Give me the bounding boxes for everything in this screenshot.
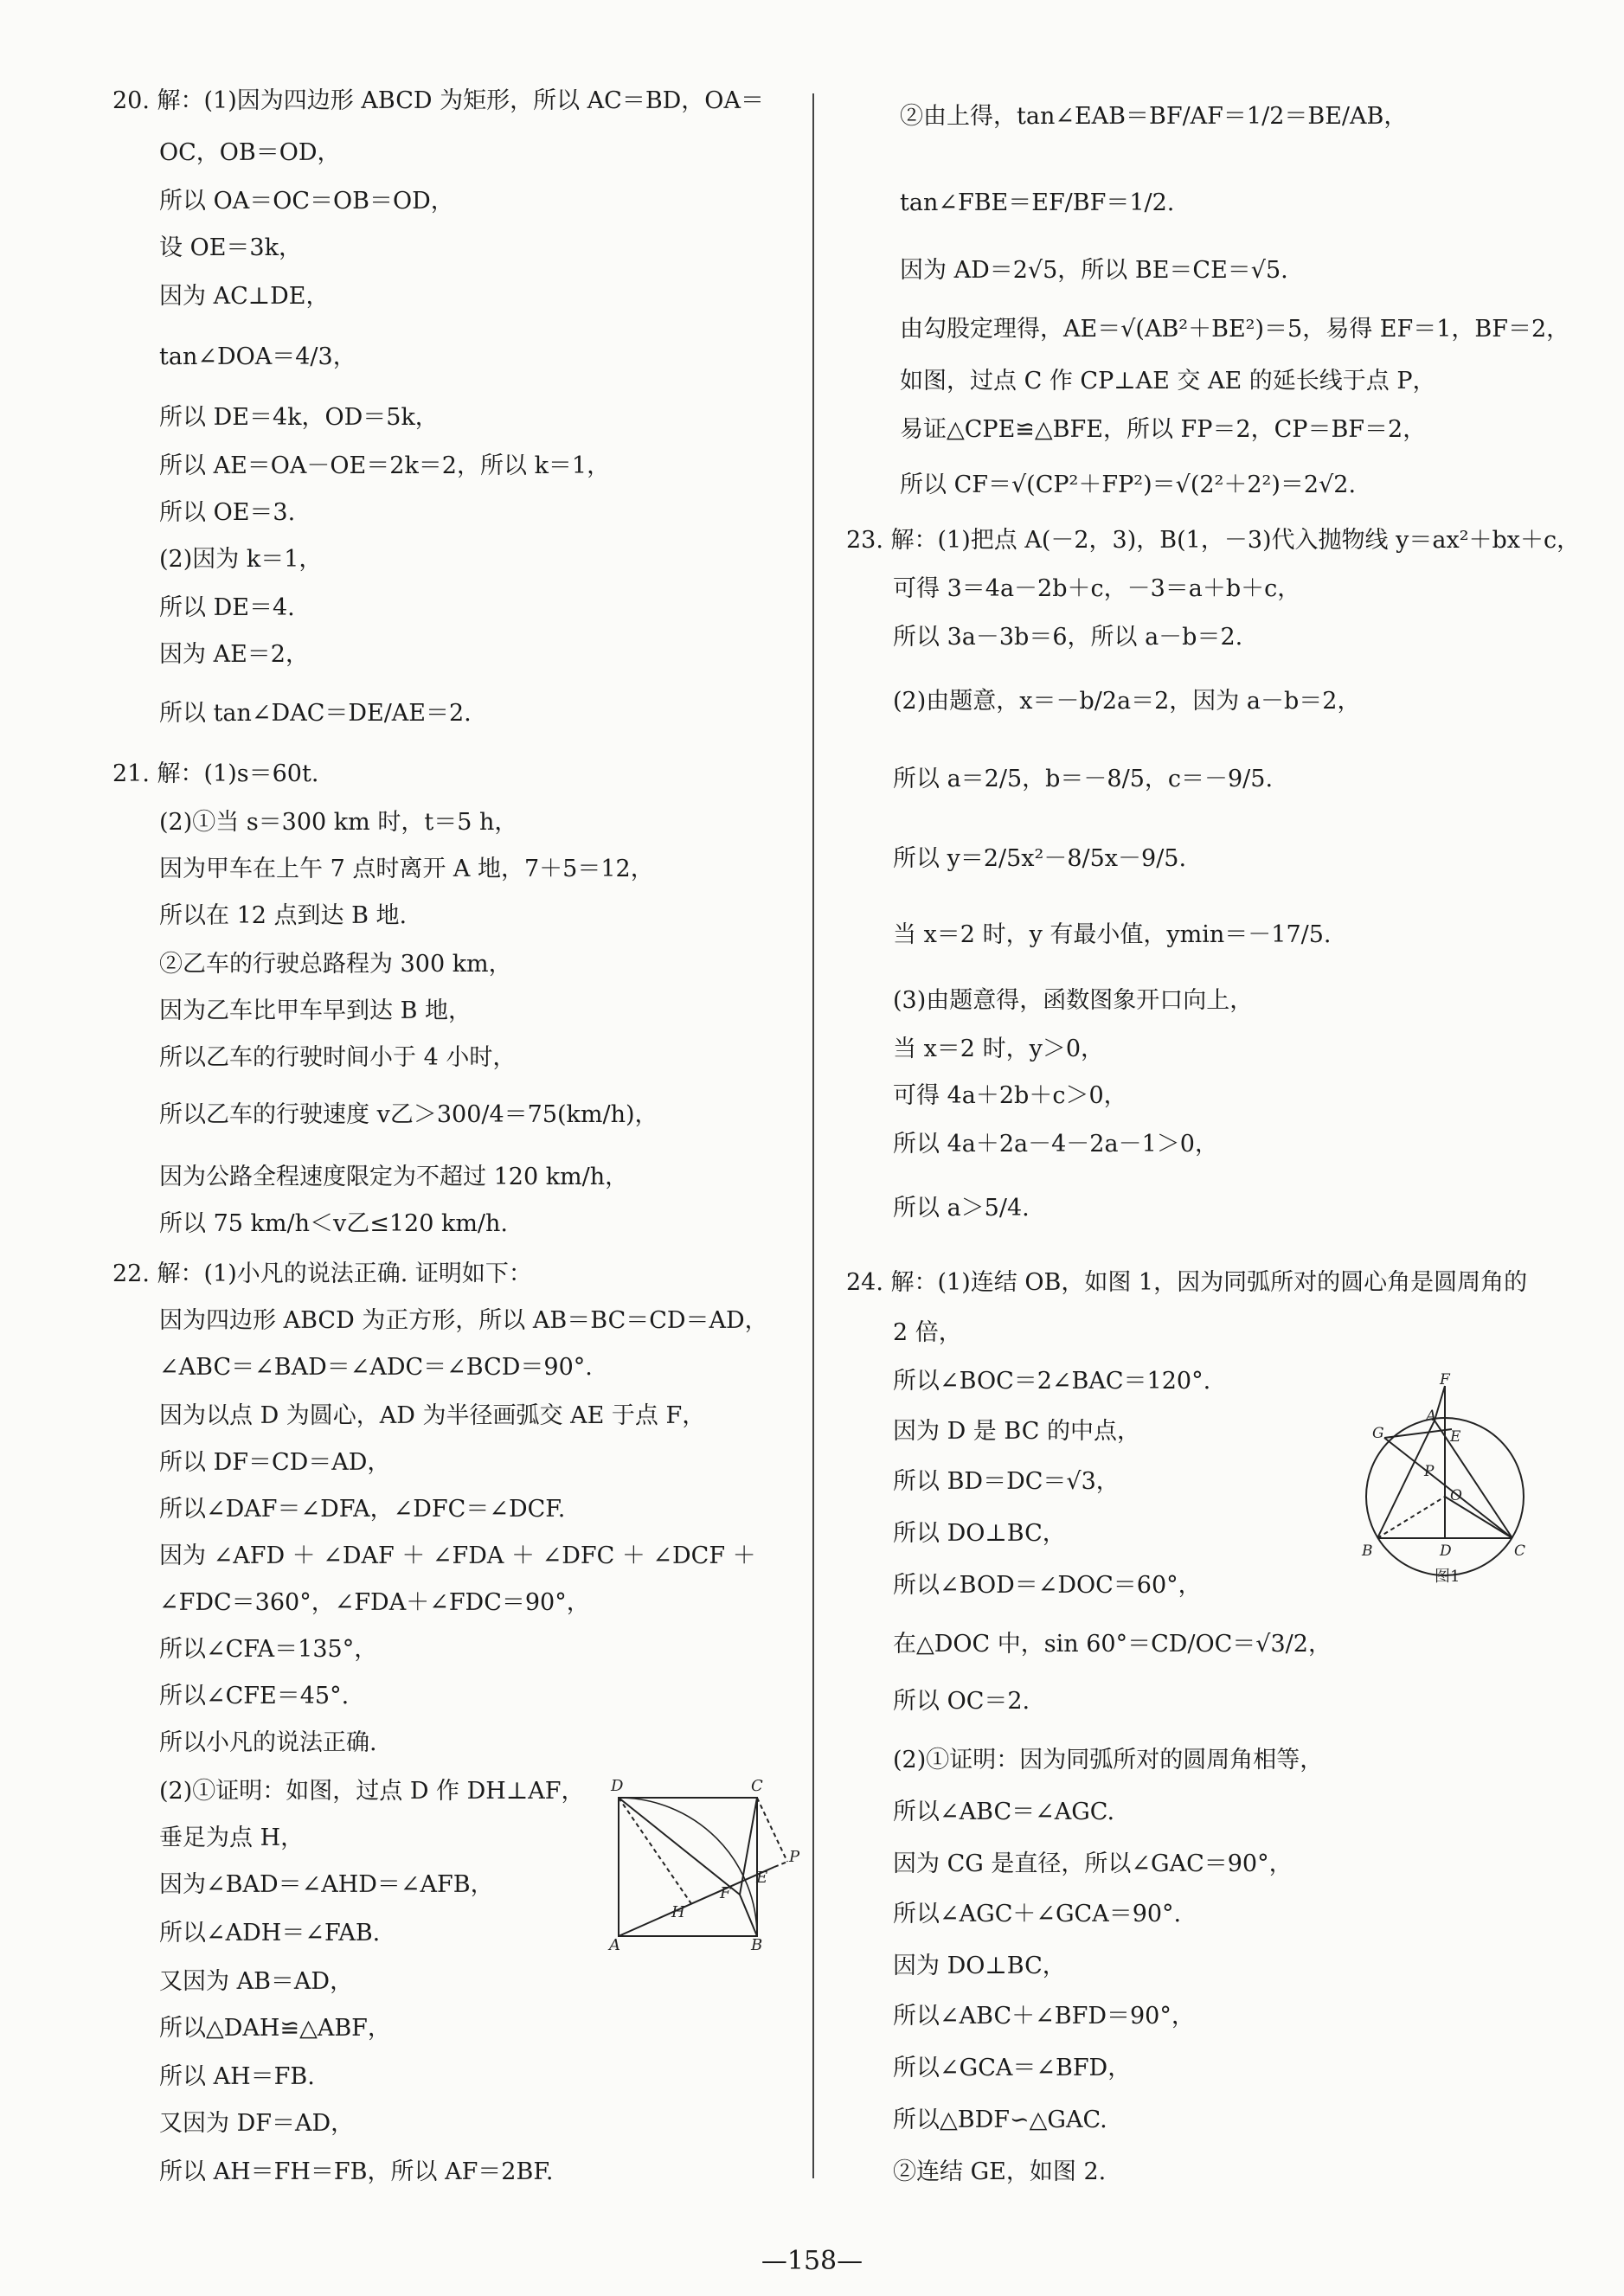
line: 所以乙车的行驶速度 v乙＞300/4＝75(km/h)， [159, 1101, 658, 1128]
line: 又因为 AB＝AD， [159, 1968, 354, 1995]
square-figure [606, 1772, 805, 1954]
line: 所以△DAH≌△ABF， [159, 2015, 391, 2042]
line: 所以 3a－3b＝6，所以 a－b＝2. [893, 624, 1243, 651]
line: 所以乙车的行驶时间小于 4 小时， [159, 1044, 517, 1071]
circle-figure [1358, 1371, 1531, 1599]
line: 所以 OC＝2. [893, 1688, 1030, 1715]
line: 所以 DO⊥BC， [893, 1520, 1066, 1547]
line: ②由上得，tan∠EAB＝BF/AF＝1/2＝BE/AB， [900, 103, 1408, 130]
line: 所以 DE＝4. [159, 594, 295, 621]
line: 又因为 DF＝AD， [159, 2110, 355, 2137]
line: 因为 AC⊥DE， [159, 283, 330, 310]
figure-label: E [1450, 1428, 1461, 1446]
line: 2 倍， [893, 1319, 962, 1346]
line: 所以 y＝2/5x²－8/5x－9/5. [893, 845, 1187, 872]
figure-label: A [1426, 1408, 1437, 1425]
line: 所以∠DAF＝∠DFA，∠DFC＝∠DCF. [159, 1496, 566, 1523]
figure-label: G [1372, 1425, 1384, 1442]
line: 所以∠CFE＝45°. [159, 1683, 350, 1709]
figure-label: F [1440, 1371, 1450, 1389]
line: 所以∠GCA＝∠BFD， [893, 2055, 1132, 2081]
line: 由勾股定理得，AE＝√(AB²＋BE²)＝5，易得 EF＝1，BF＝2， [900, 316, 1570, 343]
line: 所以 75 km/h＜v乙≤120 km/h. [159, 1210, 508, 1237]
line: 所以 a＞5/4. [893, 1195, 1030, 1222]
line: 因为四边形 ABCD 为正方形，所以 AB＝BC＝CD＝AD， [159, 1307, 768, 1334]
line: (3)由题意得，函数图象开口向上， [893, 987, 1254, 1014]
figure-label: C [1514, 1542, 1526, 1560]
figure-label: B [751, 1936, 763, 1954]
line: 22. 解：(1)小凡的说法正确. 证明如下： [112, 1260, 532, 1287]
line: 所以小凡的说法正确. [159, 1729, 377, 1756]
figure-label: C [751, 1777, 763, 1795]
figure-label: E [756, 1869, 768, 1887]
line: 因为乙车比甲车早到达 B 地， [159, 997, 472, 1024]
line: 23. 解：(1)把点 A(－2，3)，B(1，－3)代入抛物线 y＝ax²＋bx＋c， [846, 527, 1581, 554]
line: 21. 解：(1)s＝60t. [112, 760, 319, 787]
line: ②乙车的行驶总路程为 300 km， [159, 951, 512, 978]
line: (2)由题意，x＝－b/2a＝2，因为 a－b＝2， [893, 688, 1361, 715]
line: 所以∠ADH＝∠FAB. [159, 1920, 381, 1946]
line: 可得 3＝4a－2b＋c，－3＝a＋b＋c， [893, 575, 1301, 602]
line: 所以∠AGC＋∠GCA＝90°. [893, 1901, 1182, 1927]
figure-label: O [1450, 1487, 1462, 1504]
line: ②连结 GE，如图 2. [893, 2158, 1107, 2185]
line: 24. 解：(1)连结 OB，如图 1，因为同弧所对的圆心角是圆周角的 [846, 1269, 1528, 1296]
line: 所以 AH＝FH＝FB，所以 AF＝2BF. [159, 2158, 554, 2185]
line: 因为 AE＝2， [159, 641, 309, 668]
page-number: —158— [761, 2246, 863, 2276]
line: 所以∠ABC＝∠AGC. [893, 1799, 1115, 1825]
figure-label: F [720, 1884, 731, 1902]
line: 因为公路全程速度限定为不超过 120 km/h， [159, 1164, 629, 1190]
figure-label: H [671, 1903, 685, 1921]
line: OC，OB＝OD， [159, 139, 341, 166]
line: 所以在 12 点到达 B 地. [159, 902, 408, 929]
figure-label: P [789, 1848, 800, 1866]
line: 垂足为点 H， [159, 1825, 305, 1851]
line: 所以∠BOD＝∠DOC＝60°， [893, 1572, 1202, 1599]
line: 所以 DE＝4k，OD＝5k， [159, 404, 439, 431]
line: 当 x＝2 时，y＞0， [893, 1036, 1105, 1062]
figure-label: A [609, 1936, 620, 1954]
line: 设 OE＝3k， [159, 234, 302, 261]
figure-label: B [1362, 1542, 1373, 1560]
line: 易证△CPE≌△BFE，所以 FP＝2，CP＝BF＝2， [900, 416, 1427, 443]
line: 所以 4a＋2a－4－2a－1＞0， [893, 1131, 1218, 1158]
line: 因为以点 D 为圆心，AD 为半径画弧交 AE 于点 F， [159, 1402, 706, 1429]
line: 如图，过点 C 作 CP⊥AE 交 AE 的延长线于点 P， [900, 368, 1436, 394]
line: 所以 AH＝FB. [159, 2063, 315, 2090]
column-divider [812, 93, 814, 2178]
line: 所以 DF＝CD＝AD， [159, 1449, 391, 1476]
line: 所以 AE＝OA－OE＝2k＝2，所以 k＝1， [159, 452, 611, 479]
figure-label: D [611, 1777, 624, 1795]
line: 因为 D 是 BC 的中点， [893, 1418, 1140, 1445]
line: 可得 4a＋2b＋c＞0， [893, 1082, 1127, 1109]
line: 所以 a＝2/5，b＝－8/5，c＝－9/5. [893, 766, 1274, 792]
line: 因为∠BAD＝∠AHD＝∠AFB， [159, 1871, 494, 1898]
line: 所以 tan∠DAC＝DE/AE＝2. [159, 700, 472, 727]
line: (2)①证明：如图，过点 D 作 DH⊥AF， [159, 1778, 585, 1805]
line: ∠FDC＝360°，∠FDA＋∠FDC＝90°， [159, 1589, 590, 1616]
line: 所以∠ABC＋∠BFD＝90°， [893, 2003, 1195, 2030]
line: 因为 AD＝2√5，所以 BE＝CE＝√5. [900, 257, 1288, 284]
line: 所以 OE＝3. [159, 499, 296, 526]
line: 20. 解：(1)因为四边形 ABCD 为矩形，所以 AC＝BD，OA＝ [112, 87, 764, 114]
line: (2)①当 s＝300 km 时，t＝5 h， [159, 809, 518, 836]
line: 所以△BDF∽△GAC. [893, 2107, 1107, 2133]
line: 当 x＝2 时，y 有最小值，ymin＝－17/5. [893, 921, 1332, 948]
line: 所以 OA＝OC＝OB＝OD， [159, 188, 454, 215]
line: ∠ABC＝∠BAD＝∠ADC＝∠BCD＝90°. [159, 1354, 593, 1381]
figure-label: D [1440, 1542, 1452, 1560]
line: (2)因为 k＝1， [159, 546, 323, 573]
line: 所以∠CFA＝135°， [159, 1636, 378, 1663]
figure-label: P [1424, 1463, 1435, 1480]
line: 因为 CG 是直径，所以∠GAC＝90°， [893, 1850, 1293, 1877]
line: 因为 ∠AFD ＋ ∠DAF ＋ ∠FDA ＋ ∠DFC ＋ ∠DCF ＋ [159, 1542, 756, 1569]
figure-caption: 图1 [1435, 1568, 1460, 1586]
line: tan∠DOA＝4/3， [159, 343, 356, 370]
line: 因为 DO⊥BC， [893, 1953, 1066, 1979]
line: 因为甲车在上午 7 点时离开 A 地，7＋5＝12， [159, 856, 654, 882]
line: 所以 BD＝DC＝√3， [893, 1468, 1120, 1495]
line: 所以∠BOC＝2∠BAC＝120°. [893, 1368, 1211, 1395]
line: (2)①证明：因为同弧所对的圆周角相等， [893, 1747, 1324, 1773]
line: 在△DOC 中，sin 60°＝CD/OC＝√3/2， [893, 1631, 1332, 1658]
line: tan∠FBE＝EF/BF＝1/2. [900, 189, 1175, 216]
line: 所以 CF＝√(CP²＋FP²)＝√(2²＋2²)＝2√2. [900, 471, 1357, 498]
